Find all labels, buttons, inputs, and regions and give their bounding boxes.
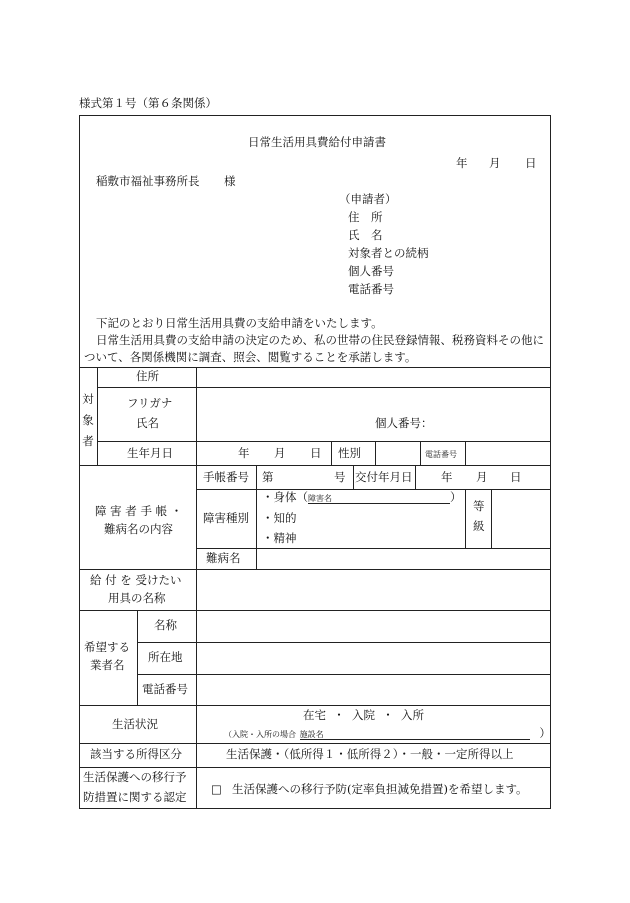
form-number: 様式第１号（第６条関係） bbox=[79, 96, 217, 110]
rule bbox=[137, 674, 551, 675]
label-char: 者 bbox=[82, 434, 94, 448]
applicant-relationship-label: 対象者との続柄 bbox=[348, 246, 429, 260]
addressee-name: 稲敷市福祉事務所長 bbox=[96, 174, 200, 188]
rule bbox=[331, 441, 332, 465]
equipment-label-line-2: 用具の名称 bbox=[108, 591, 166, 605]
income-options: 生活保護・（低所得１・低所得２）・一般・一定所得以上 bbox=[226, 747, 514, 761]
vendor-label-line-2: 業者名 bbox=[90, 658, 125, 672]
welfare-label-line-2: 防措置に関する認定 bbox=[83, 790, 187, 804]
disability-type-label: 障害種別 bbox=[203, 511, 249, 525]
date-month: 月 bbox=[489, 156, 501, 170]
applicant-heading: （申請者） bbox=[339, 192, 397, 206]
table-top-line bbox=[79, 367, 551, 368]
applicant-address-label: 住 所 bbox=[348, 210, 383, 224]
rule bbox=[137, 610, 138, 705]
book-number-suffix: 号 bbox=[334, 470, 346, 484]
date-year: 年 bbox=[456, 156, 468, 170]
rule bbox=[256, 465, 257, 569]
birth-day: 日 bbox=[310, 446, 322, 460]
rule bbox=[196, 367, 197, 809]
rule bbox=[97, 367, 98, 465]
rule bbox=[137, 642, 551, 643]
grade-label-1: 等 bbox=[473, 499, 485, 513]
facility-name-line bbox=[300, 731, 530, 740]
statement-line-1: 下記のとおり日常生活用具費の支給申請をいたします。 bbox=[96, 316, 383, 330]
subject-address-label: 住所 bbox=[136, 369, 159, 383]
vendor-label-line-1: 希望する bbox=[84, 640, 130, 654]
rule bbox=[79, 569, 551, 570]
welfare-text: 生活保護への移行予防(定率負担減免措置)を希望します。 bbox=[232, 782, 528, 796]
subject-personal-number-label: 個人番号： bbox=[375, 416, 433, 430]
issue-month: 月 bbox=[476, 470, 488, 484]
rule bbox=[97, 441, 551, 442]
rule bbox=[465, 489, 466, 548]
facility-note bbox=[224, 728, 551, 740]
living-label: 生活状況 bbox=[112, 717, 158, 731]
disability-name-line bbox=[308, 493, 450, 504]
equipment-label-line-1: 給 付 を 受けたい bbox=[90, 573, 182, 587]
facility-name-label: 施設名 bbox=[299, 730, 324, 739]
vendor-location-label: 所在地 bbox=[148, 650, 183, 664]
addressee-honorific: 様 bbox=[224, 174, 236, 188]
birth-month: 月 bbox=[274, 446, 286, 460]
book-number-label: 手帳番号 bbox=[203, 470, 249, 484]
disability-label-line-2: 難病名の内容 bbox=[104, 522, 173, 536]
disability-label-line-1: 障 害 者 手 帳 ・ bbox=[95, 504, 183, 518]
subject-birthdate-label: 生年月日 bbox=[127, 446, 173, 460]
subject-section-label bbox=[79, 389, 97, 452]
rule bbox=[491, 489, 492, 548]
subject-gender-label: 性別 bbox=[338, 446, 361, 460]
issue-day: 日 bbox=[510, 470, 522, 484]
subject-name-label: 氏名 bbox=[136, 416, 159, 430]
disability-name-label: 障害名 bbox=[308, 494, 332, 503]
rule bbox=[353, 465, 354, 489]
issue-year: 年 bbox=[441, 470, 453, 484]
living-hospitalized: 入院 bbox=[352, 708, 375, 722]
rule bbox=[97, 387, 551, 388]
vendor-name-label: 名称 bbox=[154, 618, 177, 632]
applicant-phone-label: 電話番号 bbox=[348, 282, 394, 296]
rule bbox=[196, 489, 551, 490]
separator-dot: ・ bbox=[382, 708, 394, 722]
rule bbox=[79, 610, 551, 611]
applicant-personal-number-label: 個人番号 bbox=[348, 264, 394, 278]
rule bbox=[79, 743, 551, 744]
rule bbox=[79, 705, 551, 706]
facility-note-open: （入院・入所の場合 bbox=[224, 730, 296, 739]
label-char: 対 bbox=[82, 392, 94, 406]
type-physical bbox=[262, 492, 462, 504]
type-mental: ・精神 bbox=[262, 531, 297, 545]
statement-line-3: ついて、各関係機関に調査、照会、閲覧することを承諾します。 bbox=[84, 350, 417, 364]
close-paren: ） bbox=[450, 490, 462, 504]
rule bbox=[420, 441, 421, 465]
type-intellectual: ・知的 bbox=[262, 511, 297, 525]
welfare-checkbox[interactable]: □ bbox=[211, 782, 222, 796]
intractable-disease-label: 難病名 bbox=[206, 551, 241, 565]
subject-furigana-label: フリガナ bbox=[127, 396, 173, 410]
rule bbox=[465, 441, 466, 465]
applicant-name-label: 氏 名 bbox=[348, 228, 383, 242]
separator-dot: ・ bbox=[333, 708, 345, 722]
date-day: 日 bbox=[525, 156, 537, 170]
issue-date-label: 交付年月日 bbox=[355, 470, 413, 484]
subject-phone-label: 電話番号 bbox=[425, 450, 457, 459]
form-title: 日常生活用具費給付申請書 bbox=[248, 135, 386, 149]
birth-year: 年 bbox=[238, 446, 250, 460]
welfare-label-line-1: 生活保護への移行予 bbox=[83, 770, 187, 784]
book-number-prefix: 第 bbox=[262, 470, 274, 484]
facility-note-close: ） bbox=[539, 726, 551, 740]
rule bbox=[79, 767, 551, 768]
living-at-home: 在宅 bbox=[303, 708, 326, 722]
living-options bbox=[303, 710, 424, 722]
label-char: 象 bbox=[82, 413, 94, 427]
grade-label-2: 級 bbox=[473, 519, 485, 533]
rule bbox=[79, 465, 551, 466]
statement-line-2: 日常生活用具費の支給申請の決定のため、私の世帯の住民登録情報、税務資料その他に bbox=[96, 333, 545, 347]
living-institution: 入所 bbox=[401, 708, 424, 722]
income-label: 該当する所得区分 bbox=[90, 747, 182, 761]
type-physical-text: ・身体（ bbox=[262, 490, 308, 504]
rule bbox=[415, 465, 416, 489]
rule bbox=[196, 548, 551, 549]
rule bbox=[375, 441, 376, 465]
vendor-phone-label: 電話番号 bbox=[142, 682, 188, 696]
